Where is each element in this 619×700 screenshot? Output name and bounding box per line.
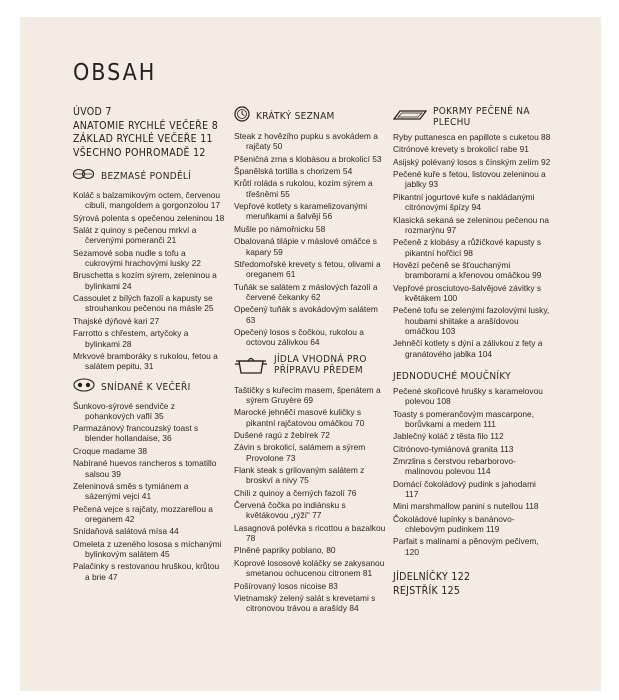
toc-entry[interactable]: Salát z quinoy s pečenou mrkví a červenými pomeranči 21	[73, 225, 197, 246]
entry-list	[234, 131, 386, 348]
entry-list	[73, 401, 225, 583]
toc-entry[interactable]: Španělská tortilla s chorizem 54	[234, 166, 353, 177]
section-title-line: PŘÍPRAVU PŘEDEM	[274, 364, 363, 376]
pot-icon	[234, 354, 268, 381]
section-heading-bezmase	[73, 167, 225, 186]
toc-link-anatomie[interactable]: ANATOMIE RYCHLÉ VEČEŘE 8	[73, 119, 219, 132]
toc-entry[interactable]: Pikantní jogurtové kuře s nakládanými citrónovými špízy 94	[393, 191, 535, 213]
toc-entry[interactable]: Asijský polévaný losos s čínským zelím 92	[393, 156, 551, 167]
toc-entry[interactable]: Obalovaná tilápie v máslové omáčce s kapary 59	[234, 236, 377, 257]
toc-entry[interactable]: Šunkovo-sýrové sendviče z pohankových vaflí 35	[73, 400, 175, 421]
toc-column-3	[393, 106, 551, 598]
toc-entry[interactable]: Koprové lososové koláčky se zakysanou smetanou ochucenou citronem 81	[234, 557, 385, 579]
section-heading-snidane	[73, 378, 225, 397]
toc-entry[interactable]: Sýrová polenta s opečenou zeleninou 18	[73, 212, 225, 223]
toc-entry[interactable]: Pečená vejce s rajčaty, mozzarellou a oreganem 42	[73, 503, 213, 524]
section-heading-priprava	[234, 354, 386, 381]
section-title: POKRMY PEČENÉ NA PLECHU	[433, 106, 530, 128]
toc-entry[interactable]: Pšeničná zrna s klobásou a brokolicí 53	[234, 153, 382, 164]
toc-entry[interactable]: Opečený losos s čočkou, rukolou a octovou zálivkou 64	[234, 326, 364, 348]
toc-entry[interactable]: Pečené skořicové hrušky s karamelovou polevou 108	[393, 385, 543, 407]
toc-entry[interactable]: Klasická sekaná se zeleninou pečenou na rozmarýnu 97	[393, 214, 549, 235]
entry-list	[393, 386, 551, 557]
toc-entry[interactable]: Snídaňová salátová mísa 44	[73, 526, 179, 537]
toc-entry[interactable]: Marocké jehněčí masové kuličky s pikantní rajčatovou omáčkou 70	[234, 407, 365, 428]
entry-list	[234, 385, 386, 614]
toc-entry[interactable]: Čokoládové lupínky s banánovo-chlebovým pudinkem 119	[393, 513, 515, 535]
toc-entry[interactable]: Chili z quinoy a černých fazolí 76	[234, 487, 357, 498]
toc-entry[interactable]: Vietnamský zelený salát s krevetami s citronovou trávou a arašídy 84	[234, 592, 376, 614]
toc-entry[interactable]: Steak z hovězího pupku s avokádem a rajčaty 50	[234, 131, 378, 152]
toc-entry[interactable]: Jablečný koláč z těsta filo 112	[393, 431, 504, 442]
toc-entry[interactable]: Citrónové krevety s brokolicí rabe 91	[393, 144, 529, 155]
toc-entry[interactable]: Pošírovaný losos nicoise 83	[234, 580, 338, 591]
section-heading-plech	[393, 106, 551, 128]
toc-entry[interactable]: Hovězí pečeně se šťouchanými bramborami a křenovou omáčkou 99	[393, 259, 542, 281]
toc-entry[interactable]: Cassoulet z bílých fazolí a kapusty se strouhankou pečenou na másle 25	[73, 293, 214, 314]
toc-entry[interactable]: Pečené kuře s fetou, listovou zeleninou a jablky 93	[393, 169, 546, 190]
toc-entry[interactable]: Středomořské krevety s fetou, olivami a oreganem 61	[234, 258, 381, 280]
toc-entry[interactable]: Krůtí roláda s rukolou, kozím sýrem a třešněmi 55	[234, 178, 373, 199]
toc-link-jidelnicky[interactable]: JÍDELNÍČKY 122	[393, 571, 471, 584]
toc-entry[interactable]: Jehněčí kotlety s dýní a zálivkou z fety a granátového jablka 104	[393, 338, 543, 359]
section-title: KRÁTKÝ SEZNAM	[256, 111, 335, 122]
section-title	[274, 354, 367, 376]
toc-entry[interactable]: Opečený tuňák s avokádovým salátem 63	[234, 304, 378, 325]
toc-entry[interactable]: Parmazánový francouzský toast s blender hollandaise, 36	[73, 423, 199, 444]
section-heading-kratky	[234, 106, 386, 127]
toc-entry[interactable]: Flank steak s grilovaným salátem z broskví a nivy 75	[234, 465, 365, 486]
toc-entry[interactable]: Zmrzlina s čerstvou rebarborovo-malinovou polevou 114	[393, 456, 516, 477]
toc-entry[interactable]: Pečeně z klobásy a růžičkové kapusty s pikantní hořčicí 98	[393, 237, 542, 258]
toc-link-rejstrik[interactable]: REJSTŘÍK 125	[393, 584, 461, 597]
entry-list	[393, 132, 551, 359]
toc-link-zaklad[interactable]: ZÁKLAD RYCHLÉ VEČEŘE 11	[73, 133, 213, 145]
toc-column-2	[234, 106, 386, 616]
toc-entry[interactable]: Tuňák se salátem z máslových fazolí a červené čekanky 62	[234, 281, 378, 302]
toc-entry[interactable]: Domácí čokoládový pudink s jahodami 117	[393, 478, 536, 500]
entry-list	[73, 190, 225, 372]
toc-column-1	[73, 106, 225, 584]
toc-entry[interactable]: Palačinky s restovanou hruškou, krůtou a brie 47	[73, 561, 220, 582]
section-title-line: JÍDLA VHODNÁ PRO	[274, 353, 367, 365]
toc-entry[interactable]: Vepřové kotlety s karamelizovanými meruňkami a šalvějí 56	[234, 201, 368, 222]
toc-link-uvod[interactable]: ÚVOD 7	[73, 106, 112, 118]
toc-entry[interactable]: Vepřové prosciutovo-šalvějové závitky s květákem 100	[393, 282, 542, 303]
toc-entry[interactable]: Zeleninová směs s tymiánem a sázenými vejci 41	[73, 480, 189, 502]
toc-entry[interactable]: Pečené tofu se zelenými fazolovými lusky, houbami shiitake a arašídovou omáčkou 103	[393, 305, 550, 336]
toc-entry[interactable]: Bruschetta s kozím sýrem, zeleninou a bylinkami 24	[73, 270, 217, 291]
toc-entry[interactable]: Závin s brokolicí, salámem a sýrem Provolone 73	[234, 442, 366, 463]
toc-entry[interactable]: Parfait s malinami a pěnovým pečivem, 120	[393, 536, 539, 557]
section-title: BEZMASÉ PONDĚLÍ	[101, 171, 192, 182]
section-title: JEDNODUCHÉ MOUČNÍKY	[393, 370, 512, 382]
eggs-icon	[73, 378, 95, 397]
toc-entry[interactable]: Dušené ragú z žebírek 72	[234, 429, 330, 440]
leaves-icon	[73, 167, 95, 186]
toc-entry[interactable]: Sezamové soba nudle s tofu a cukrovými hrachovými lusky 22	[73, 247, 201, 269]
toc-entry[interactable]: Lasagnová polévka s ricottou a bazalkou 78	[234, 522, 386, 544]
toc-entry[interactable]: Croque madame 38	[73, 445, 148, 456]
toc-entry[interactable]: Farrotto s chřestem, artyčoky a bylinkami 28	[73, 328, 189, 349]
toc-entry[interactable]: Thajské dýňové kari 27	[73, 315, 160, 326]
toc-entry[interactable]: Červená čočka po indiánsku s květákovou „rýží“ 77	[234, 500, 346, 521]
baking-sheet-icon	[393, 108, 427, 126]
toc-entry[interactable]: Toasty s pomerančovým mascarpone, borůvkami a medem 111	[393, 408, 535, 429]
section-title: SNÍDANĚ K VEČEŘI	[101, 381, 191, 393]
toc-entry[interactable]: Ryby puttanesca en papillote s cuketou 88	[393, 132, 551, 142]
section-heading-moucniky	[393, 371, 551, 382]
toc-entry[interactable]: Taštičky s kuřecím masem, špenátem a sýrem Gruyère 69	[234, 384, 381, 405]
toc-entry[interactable]: Mini marshmallow panini s nutellou 118	[393, 501, 539, 512]
toc-entry[interactable]: Nabírané huevos rancheros s tomatillo salsou 39	[73, 458, 217, 479]
toc-entry[interactable]: Citrónovo-tymiánová granita 113	[393, 443, 514, 454]
page-title: OBSAH	[73, 60, 157, 86]
toc-entry[interactable]: Mušle po námořnicku 58	[234, 223, 326, 234]
toc-link-vsechno[interactable]: VŠECHNO POHROMADĚ 12	[73, 146, 206, 159]
clock-icon	[234, 106, 250, 127]
toc-entry[interactable]: Plněné papriky poblano, 80	[234, 545, 336, 556]
toc-entry[interactable]: Omeleta z uzeného lososa s míchanými bylinkovým salátem 45	[73, 538, 222, 560]
toc-entry[interactable]: Mrkvové bramboráky s rukolou, fetou a salátem pepitu, 31	[73, 350, 218, 372]
toc-entry[interactable]: Koláč s balzamikovým octem, červenou cibulí, mangoldem a gorgonzolou 17	[73, 190, 221, 211]
